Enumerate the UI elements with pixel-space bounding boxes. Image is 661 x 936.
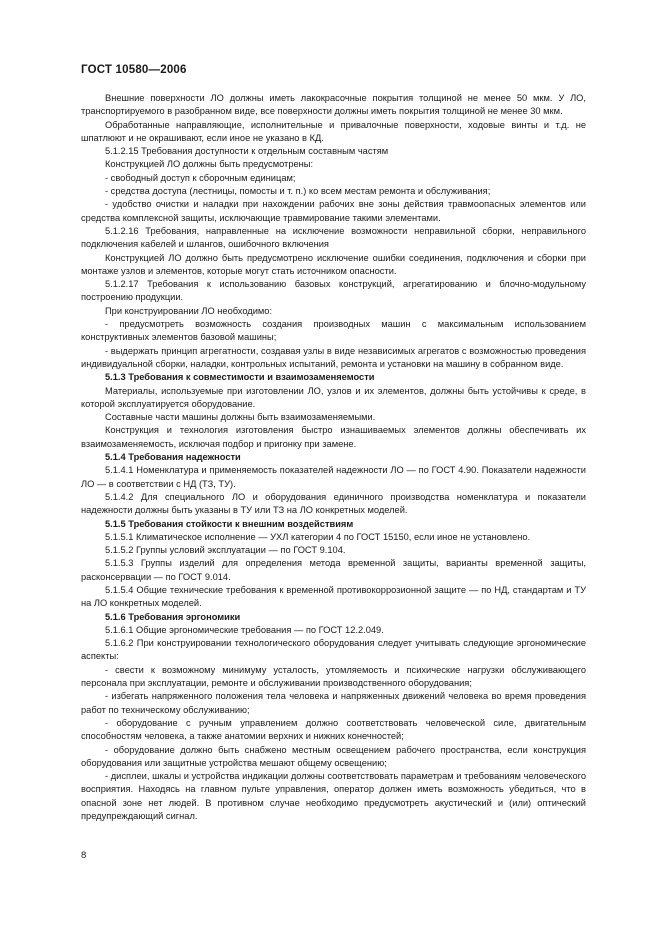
paragraph: 5.1.5.3 Группы изделий для определения метода временной защиты, варианты временной защиты, расконсервации — по ГОСТ 9.014. [81,558,586,582]
paragraph: - свести к возможному минимуму усталость, утомляемость и психические нагрузки обслуживающего персонала при эксплуатации, ремонте и обслуживании производственного оборудования; [81,664,586,689]
paragraph: 5.1.5.4 Общие технические требования к временной противокоррозионной защите — по НД, стандартам и ТУ на ЛО конкретных моделей. [81,584,586,609]
paragraph: 5.1.6.2 При конструировании технологического оборудования следует учитывать следующие эргономические аспекты: [81,638,586,662]
paragraph: 5.1.4.2 Для специального ЛО и оборудования единичного производства номенклатура и показатели надежности должны быть указаны в ТУ или ТЗ на ЛО конкретных моделей. [81,491,586,516]
section-heading: 5.1.4 Требования надежности [105,452,241,463]
paragraph: - удобство очистки и наладки при нахождении рабочих вне зоны действия травмоопасных элементов или средства комплексной защиты, исключающие травмирование такими элементами. [81,199,586,223]
paragraph: Конструкция и технология изготовления быстро изнашиваемых элементов должны обеспечивать их взаимозаменяемость, исключая подбор и пригонку при замене. [81,425,586,449]
section-heading: 5.1.6 Требования эргономики [105,611,241,622]
document-body [81,92,586,823]
document-header: ГОСТ 10580—2006 [81,64,187,76]
paragraph: 5.1.6.1 Общие эргономические требования — по ГОСТ 12.2.049. [105,624,384,635]
paragraph: - свободный доступ к сборочным единицам; [105,172,296,183]
page-number: 8 [81,850,87,861]
paragraph: 5.1.2.15 Требования доступности к отдельным составным частям [105,146,389,157]
section-heading: 5.1.5 Требования стойкости к внешним воздействиям [105,518,354,529]
paragraph: - дисплеи, шкалы и устройства индикации должны соответствовать параметрам и требованиям человеческого восприятия. Находясь на главном пульте управления, оператор должен иметь возможность убедиться, что в опасной зоне нет людей. В противном случае необходимо предусмотреть акустический и (или) оптический предупреждающий сигнал. [81,771,586,822]
paragraph: Обработанные направляющие, исполнительные и привалочные поверхности, ходовые винты и т.д. не шпатлюют и не окрашивают, если иное не указано в КД. [81,119,586,143]
paragraph: Материалы, используемые при изготовлении ЛО, узлов и их элементов, должны быть устойчивы к среде, в которой эксплуатируется оборудование. [81,385,586,409]
paragraph: Составные части машины должны быть взаимозаменяемыми. [105,412,376,423]
paragraph: 5.1.2.16 Требования, направленные на исключение возможности неправильной сборки, неправильного подключения кабелей и шлангов, ошибочного включения [81,225,586,250]
paragraph: 5.1.5.1 Климатическое исполнение — УХЛ категории 4 по ГОСТ 15150, если иное не установлено. [105,531,531,542]
paragraph: При конструировании ЛО необходимо: [105,305,273,316]
paragraph: - предусмотреть возможность создания производных машин с максимальным использованием конструктивных элементов базовой машины; [81,319,586,343]
paragraph: - выдержать принцип агрегатности, создавая узлы в виде независимых агрегатов с возможностью проведения индивидуальной сборки, наладки, контрольных испытаний, ремонта и установки на машину в собранном виде. [81,345,586,369]
paragraph: - оборудование с ручным управлением должно соответствовать человеческой силе, двигательным способностям человека, а также анатомии верхних и нижних конечностей; [81,717,586,742]
paragraph: 5.1.4.1 Номенклатура и применяемость показателей надежности ЛО — по ГОСТ 4.90. Показатели надежности ЛО — в соответствии с НД (ТЗ, ТУ). [81,465,586,489]
paragraph: - оборудование должно быть снабжено местным освещением рабочего пространства, если конструкция оборудования или защитные устройства мешают общему освещению; [81,744,586,768]
paragraph: 5.1.2.17 Требования к использованию базовых конструкций, агрегатированию и блочно-модульному построению продукции. [81,279,586,303]
section-heading: 5.1.3 Требования к совместимости и взаимозаменяемости [105,372,375,383]
paragraph: Конструкцией ЛО должно быть предусмотрено исключение ошибки соединения, подключения и сборки при монтаже узлов и элементов, которые могут стать источником опасности. [81,252,586,276]
paragraph: Внешние поверхности ЛО должны иметь лакокрасочные покрытия толщиной не менее 50 мкм. У ЛО, транспортируемого в разобранном виде, все поверхности должны иметь покрытия толщиной не менее 30 мкм. [81,93,586,117]
paragraph: - средства доступа (лестницы, помосты и т. п.) ко всем местам ремонта и обслуживания; [105,186,491,197]
paragraph: - избегать напряженного положения тела человека и напряженных движений человека во время проведения работ по техническому обслуживанию; [81,691,586,715]
paragraph: Конструкцией ЛО должны быть предусмотрены: [105,159,314,170]
paragraph: 5.1.5.2 Группы условий эксплуатации — по ГОСТ 9.104. [105,545,346,556]
